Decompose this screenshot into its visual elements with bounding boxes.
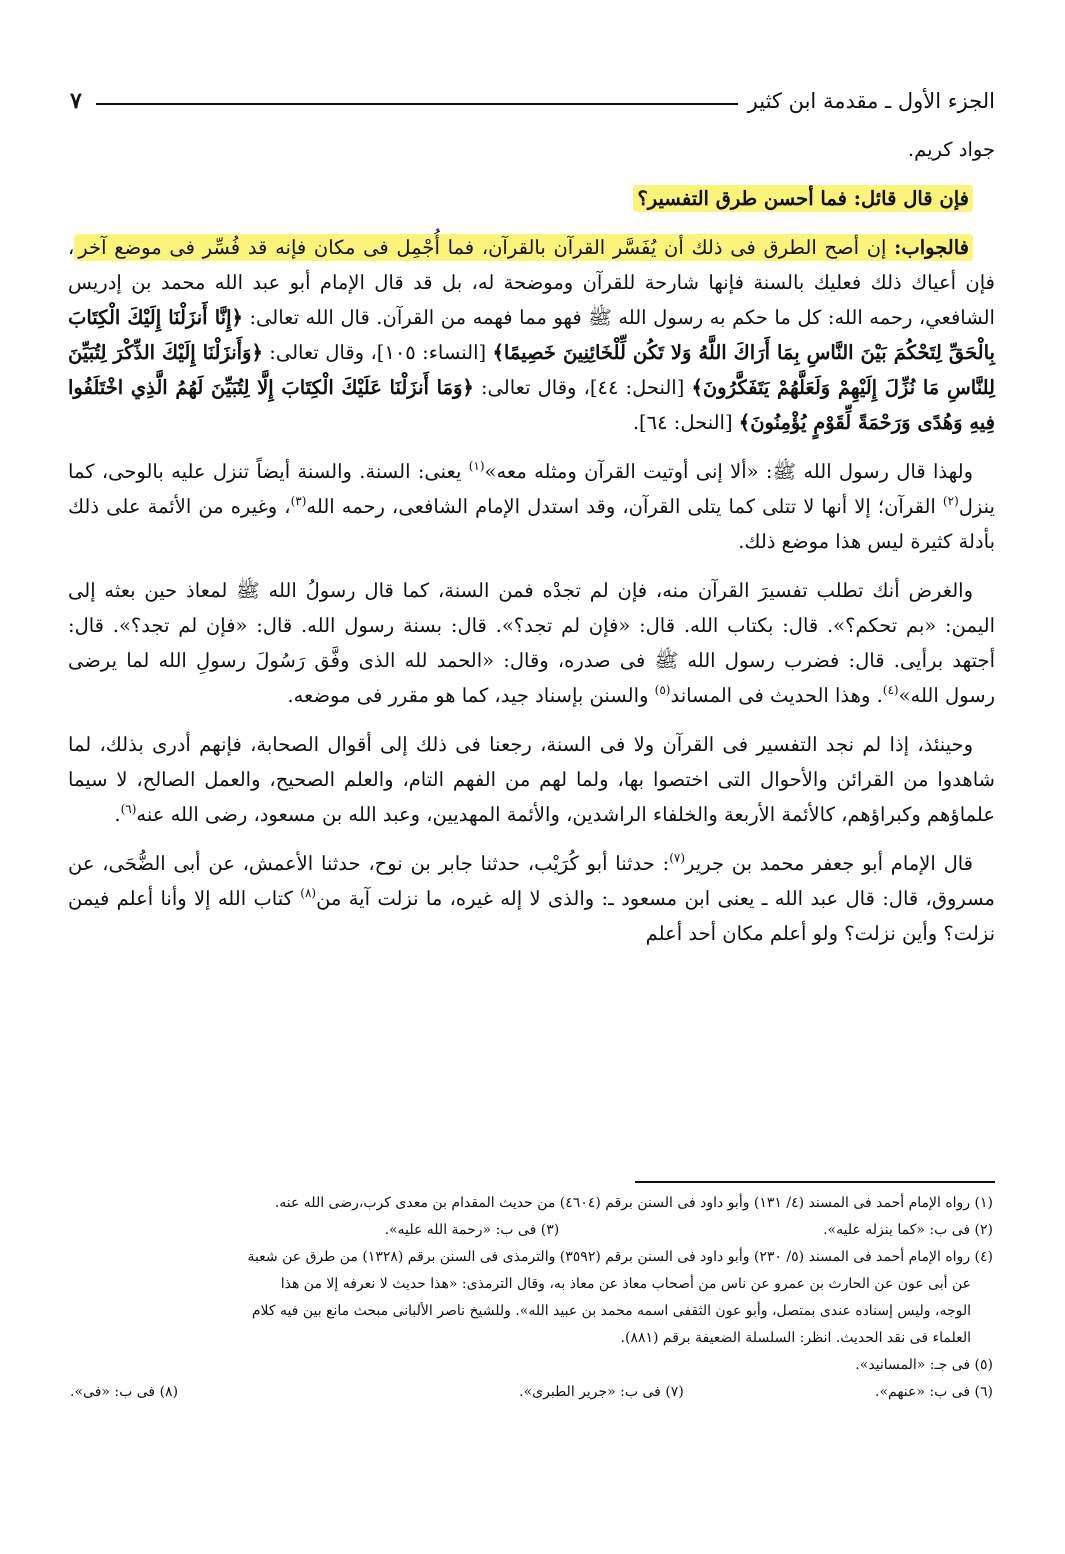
quran-verse: ﴿وَمَا أَنزَلْنَا عَلَيْكَ الْكِتَابَ إِلَّا لِتُبَيِّنَ لَهُمُ الَّذِي اخْتَلَفُوا فِيهِ وَهُدًى وَرَحْمَةً لِّقَوْمٍ يُؤْمِنُونَ﴾ — [68, 376, 995, 434]
footnote-ref-1[interactable]: (١) — [468, 459, 485, 473]
verse-reference: [النساء: ١٠٥]، وقال تعالى: — [262, 341, 493, 364]
footnote-row-6-8 — [70, 1379, 993, 1406]
paragraph-muadh — [68, 573, 995, 713]
text: كتاب الله إلا وأنا أعلم فيمن نزلت؟ وأين نزلت؟ ولو أعلم مكان أحد أعلم — [68, 887, 995, 945]
highlighted-question: فإن قال قائل: فما أحسن طرق التفسير؟ — [633, 185, 973, 212]
footnote-6: (٦) فى ب: «عنهم». — [875, 1384, 993, 1400]
header-title: الجزء الأول ـ مقدمة ابن كثير — [747, 89, 995, 113]
question-paragraph — [68, 181, 995, 216]
footnote-ref-5[interactable]: (٥) — [654, 683, 671, 697]
footnote-ref-6[interactable]: (٦) — [120, 802, 137, 816]
main-text — [68, 132, 995, 965]
text: قال الإمام أبو جعفر محمد بن جرير — [685, 852, 973, 875]
footnote-ref-3[interactable]: (٣) — [290, 494, 307, 508]
footnote-row-2-3 — [70, 1217, 993, 1244]
verse-reference: [النحل: ٦٤]. — [632, 411, 739, 434]
text: والسنن بإسناد جيد، كما هو مقرر فى موضعه. — [287, 684, 655, 707]
footnote-7: (٧) فى ب: «جرير الطبرى». — [519, 1384, 684, 1400]
text: وحينئذ، إذا لم نجد التفسير فى القرآن ولا فى السنة، رجعنا فى ذلك إلى أقوال الصحابة، فإنهم أدرى بذلك، لما شاهدوا من القرائن والأحوال التى اختصوا بها، ولما لهم من الفهم التام، والعلم الصحيح، والعمل الصالح، لا سيما علماؤهم وكبراؤهم، كالأئمة الأربعة والخلفاء الراشدين، والأئمة المهديين، وعبد الله بن مسعود، رضى الله عنه — [68, 733, 995, 826]
text: القرآن؛ إلا أنها لا تتلى كما يتلى القرآن، وقد استدل الإمام الشافعى، رحمه الله — [306, 495, 943, 518]
quran-verse: ﴿وَأَنزَلْنَا إِلَيْكَ الذِّكْرَ لِتُبَيِّنَ لِلنَّاسِ مَا نُزِّلَ إِلَيْهِمْ وَلَعَلَّهُمْ يَتَفَكَّرُونَ﴾ — [68, 341, 995, 399]
footnote-4-line-3: الوجه، وليس إسناده عندى بمتصل، وأبو عون الثقفى اسمه محمد بن عبيد الله». وللشيخ ناصر الألبانى مبحث مانع بين فيه كلام — [251, 1303, 971, 1319]
footnote-4-line-1: (٤) رواه الإمام أحمد فى المسند (٥/ ٢٣٠) وأبو داود فى السنن برقم (٣٥٩٢) والترمذى فى السنن برقم (١٣٢٨) من طرق عن شعبة — [247, 1249, 993, 1265]
paragraph-0 — [68, 132, 995, 167]
highlighted-answer — [74, 234, 973, 261]
footnotes — [70, 1190, 993, 1406]
footnote-3: (٣) فى ب: «رحمة الله عليه». — [384, 1222, 560, 1238]
paragraph-sahabah — [68, 727, 995, 832]
text: ولهذا قال رسول الله ﷺ: «ألا إنى أوتيت القرآن ومثله معه» — [484, 460, 973, 483]
text: جواد كريم. — [907, 138, 995, 161]
footnote-4-line-4: العلماء فى نقد الحديث. انظر: السلسلة الضعيفة برقم (٨٨١). — [620, 1330, 971, 1346]
footnote-2: (٢) فى ب: «كما ينزله عليه». — [823, 1222, 993, 1238]
footnote-ref-2[interactable]: (٢) — [942, 494, 959, 508]
footnote-5: (٥) فى جـ: «المسانيد». — [855, 1357, 993, 1373]
header-rule — [96, 103, 738, 105]
footnote-8: (٨) فى ب: «فى». — [70, 1384, 179, 1400]
quran-verse: ﴿إِنَّا أَنزَلْنَا إِلَيْكَ الْكِتَابَ بِالْحَقِّ لِتَحْكُمَ بَيْنَ النَّاسِ بِمَا أَرَاكَ اللَّهُ وَلا تَكُن لِّلْخَائِنِينَ خَصِيمًا﴾ — [68, 306, 995, 364]
footnote-1: (١) رواه الإمام أحمد فى المسند (٤/ ١٣١) وأبو داود فى السنن برقم (٤٦٠٤) من حديث المقدام بن معدى كرب،رضى الله عنه. — [274, 1195, 993, 1211]
text: ، وغيره من الأئمة على ذلك بأدلة كثيرة ليس هذا موضع ذلك. — [68, 495, 995, 553]
footnote-ref-7[interactable]: (٧) — [669, 851, 686, 865]
text: . — [114, 803, 121, 826]
page-number: ٧ — [70, 88, 82, 114]
text: : حدثنا أبو كُرَيْب، حدثنا جابر بن نوح، حدثنا الأعمش، عن أبى الضُّحَى، عن مسروق، قال: قال عبد الله ـ يعنى ابن مسعود ـ: والذى لا إله غيره، ما نزلت آية من — [68, 852, 995, 910]
footnote-ref-8[interactable]: (٨) — [300, 886, 317, 900]
verse-reference: [النحل: ٤٤]، وقال تعالى: — [473, 376, 692, 399]
answer-paragraph — [68, 230, 995, 440]
text: والغرض أنك تطلب تفسيرَ القرآن منه، فإن لم تجدْه فمن السنة، كما قال رسولُ الله ﷺ لمعاذ حين بعثه إلى اليمن: «بم تحكم؟». قال: بكتاب الله. قال: «فإن لم تجد؟». قال: بسنة رسول الله. قال: «فإن لم تجد؟». قال: أجتهد برأيى. قال: فضرب رسول الله ﷺ فى صدره، وقال: «الحمد لله الذى وفَّق رَسُولَ رسولِ الله لما يرضى رسول الله» — [68, 579, 995, 707]
text: ، فإن أعياك ذلك فعليك بالسنة فإنها شارحة للقرآن وموضحة له، بل قد قال الإمام أبو عبد الله محمد بن إدريس الشافعي، رحمه الله: كل ما حكم به رسول الله ﷺ فهو مما فهمه من القرآن. قال الله تعالى: — [68, 236, 995, 329]
footnote-ref-4[interactable]: (٤) — [882, 683, 899, 697]
text: إن أصح الطرق فى ذلك أن يُفَسَّر القرآن بالقرآن، فما أُجْمِل فى مكان فإنه قد فُسِّر فى موضع آخر — [78, 236, 895, 259]
paragraph-ibn-jarir — [68, 846, 995, 951]
text: يعنى: السنة. والسنة أيضاً تنزل عليه بالوحى، كما ينزل — [68, 460, 995, 518]
text: . وهذا الحديث فى المساند — [670, 684, 883, 707]
running-header — [70, 84, 995, 118]
paragraph-sunnah — [68, 454, 995, 559]
answer-label: فالجواب: — [894, 236, 969, 259]
footnote-4-line-2: عن أبى عون عن الحارث بن عمرو عن ناس من أصحاب معاذ عن معاذ به، وقال الترمذى: «هذا حديث لا نعرفه إلا من هذا — [280, 1276, 971, 1292]
footnote-separator — [635, 1181, 995, 1183]
